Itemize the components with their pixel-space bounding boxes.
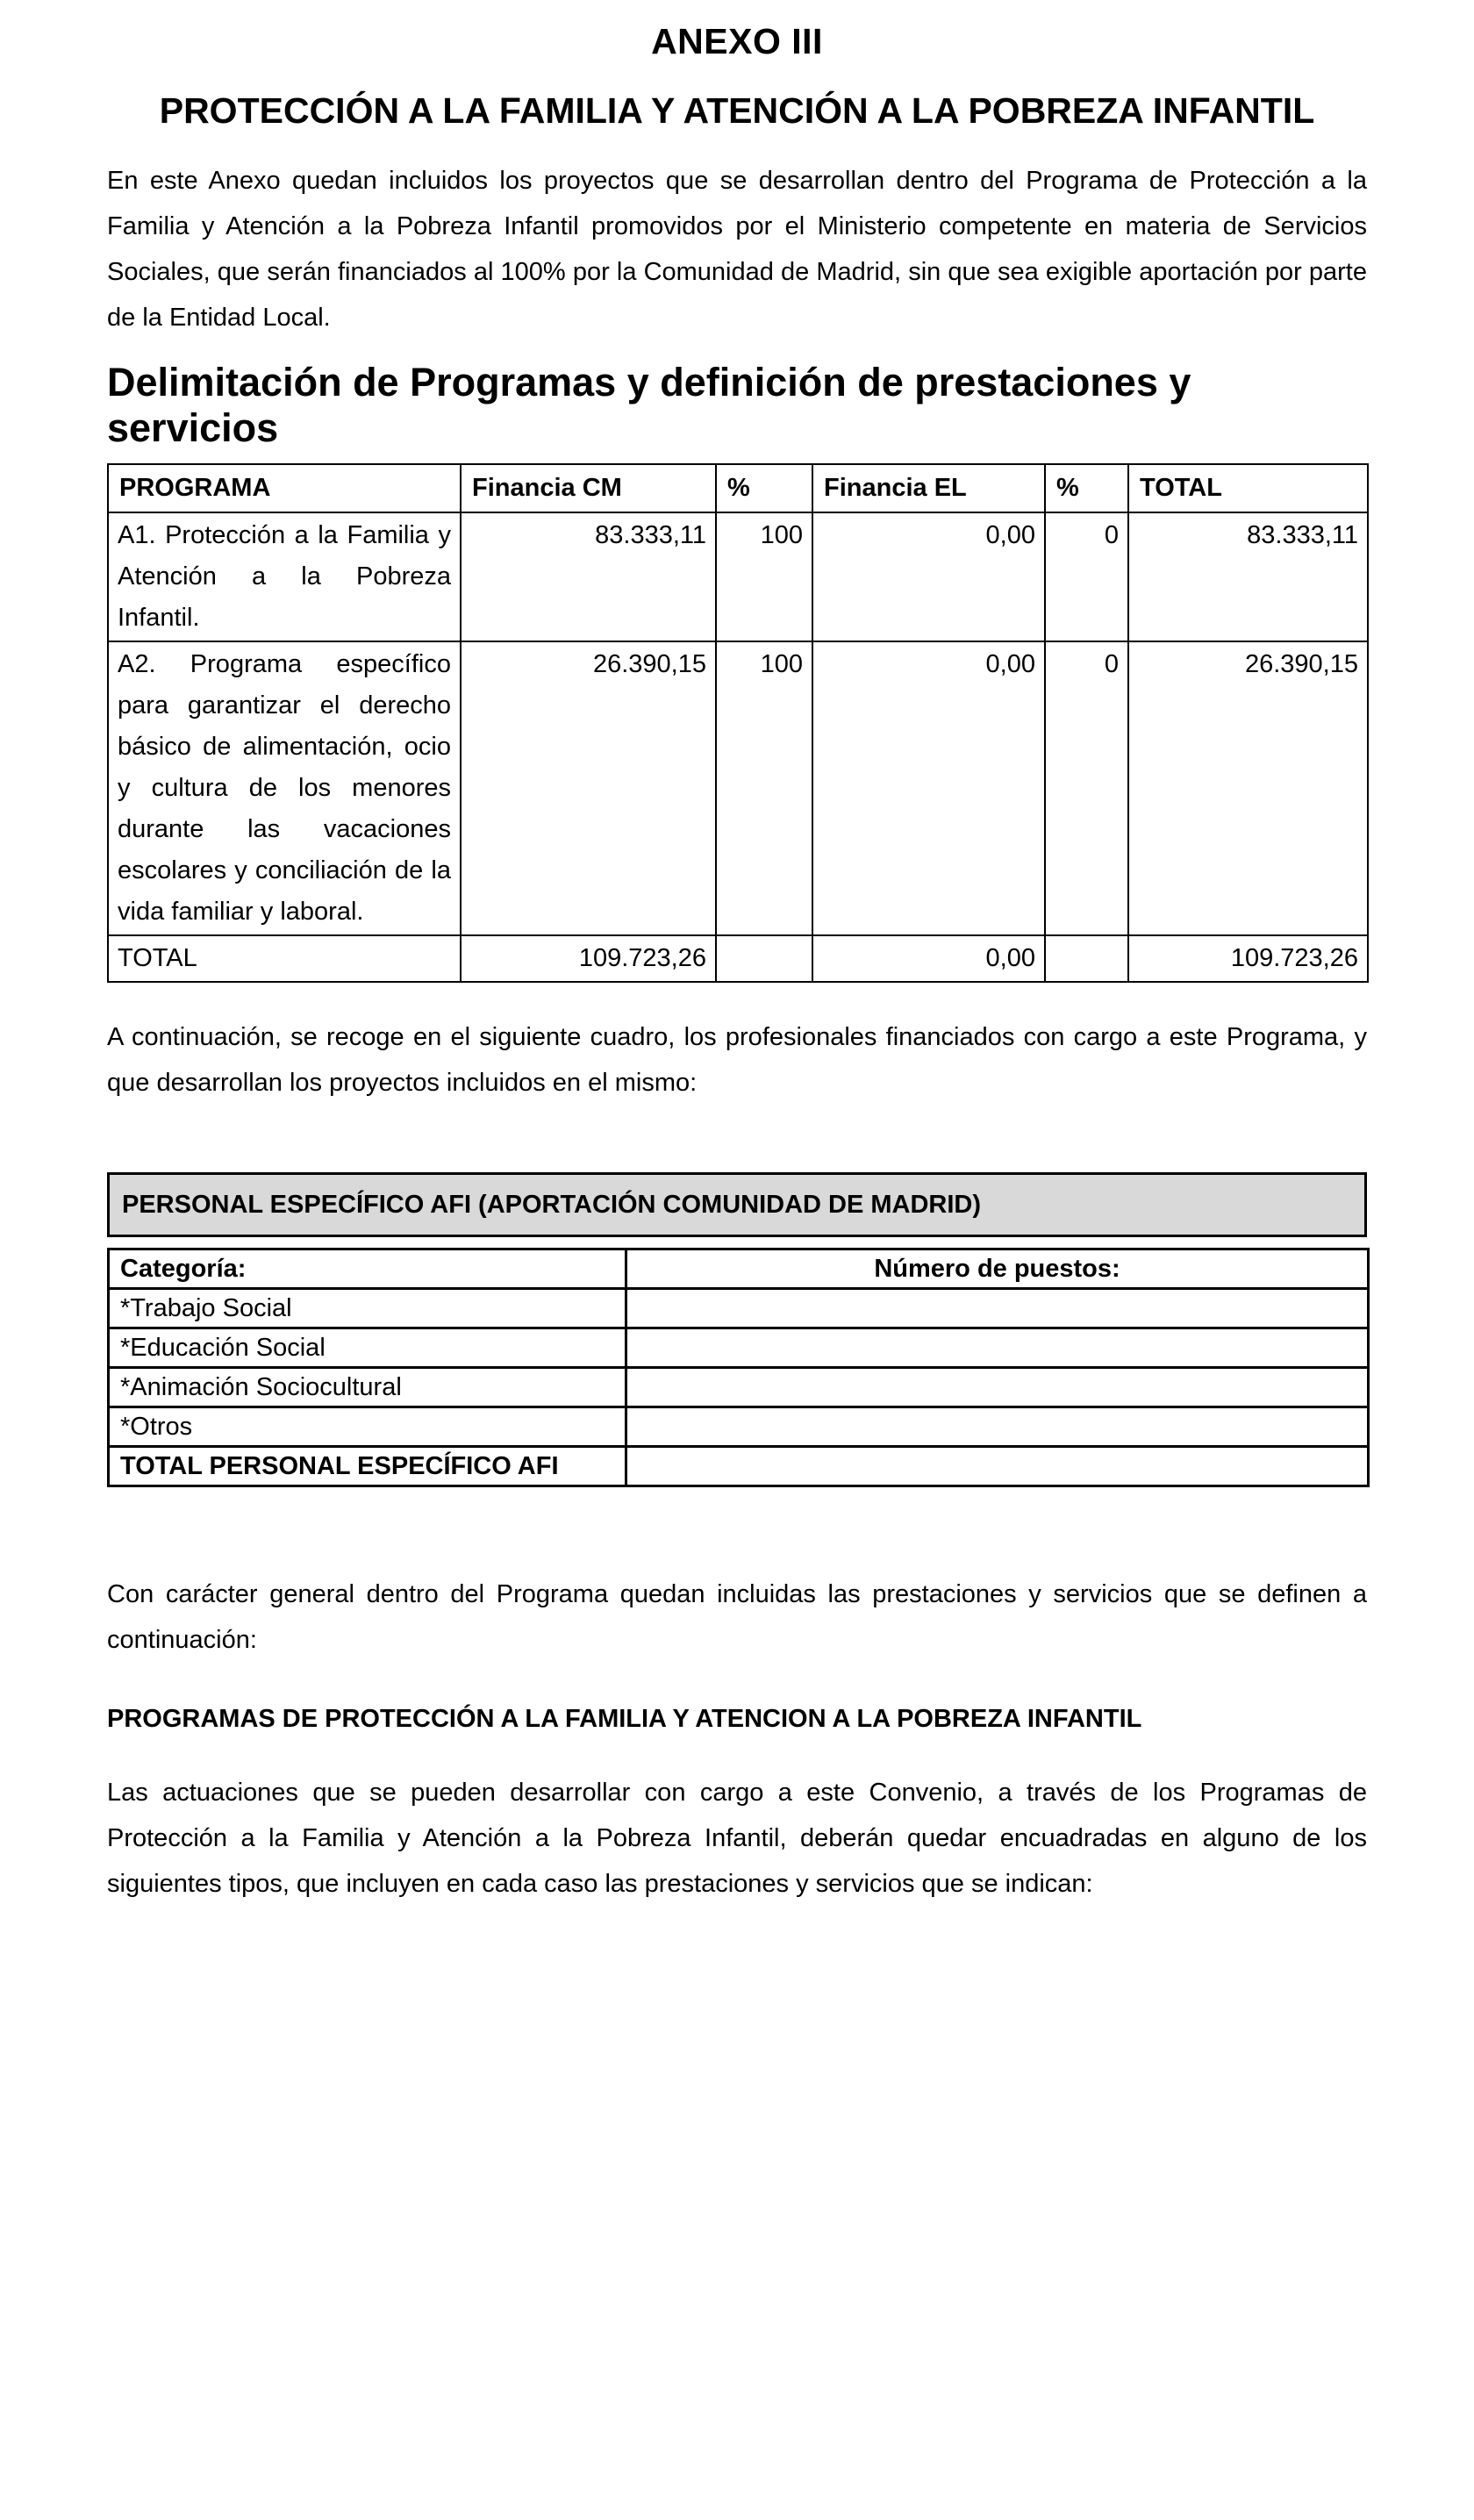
general-paragraph: Con carácter general dentro del Programa quedan incluidas las prestaciones y servicios que se definen a continuación: — [107, 1580, 1367, 1655]
cell-financia-el-a1: 0,00 — [812, 512, 1045, 641]
profesionales-paragraph: A continuación, se recoge en el siguiente cuadro, los profesionales financiados con cargo a este Programa, y que desarrollan los proyectos incluidos en el mismo: — [107, 1022, 1367, 1097]
cell-total-personal-label: TOTAL PERSONAL ESPECÍFICO AFI — [109, 1447, 626, 1486]
cell-pct-el-a2: 0 — [1045, 641, 1128, 935]
cell-total-pct-el — [1045, 935, 1128, 982]
programas-table — [107, 463, 1369, 983]
cell-total-total: 109.723,26 — [1128, 935, 1368, 982]
cell-categoria-otros: *Otros — [109, 1407, 626, 1447]
personal-row-trabajo-social — [109, 1289, 1369, 1328]
cell-puestos-animacion-sociocultural — [626, 1368, 1369, 1407]
personal-row-total — [109, 1447, 1369, 1486]
cell-puestos-educacion-social — [626, 1328, 1369, 1368]
personal-row-otros — [109, 1407, 1369, 1447]
personal-table — [107, 1248, 1370, 1487]
programas-heading: PROGRAMAS DE PROTECCIÓN A LA FAMILIA Y ATENCION A LA POBREZA INFANTIL — [107, 1705, 1142, 1734]
col-header-financia-el: Financia EL — [812, 464, 1045, 512]
personal-row-educacion-social — [109, 1328, 1369, 1368]
cell-programa-a1: A1. Protección a la Familia y Atención a la Pobreza Infantil. — [108, 512, 461, 641]
col-header-total: TOTAL — [1128, 464, 1368, 512]
cell-financia-cm-a1: 83.333,11 — [461, 512, 716, 641]
doc-subtitle: PROTECCIÓN A LA FAMILIA Y ATENCIÓN A LA POBREZA INFANTIL — [159, 90, 1315, 131]
col-header-programa: PROGRAMA — [108, 464, 461, 512]
cell-total-pct-cm — [716, 935, 812, 982]
cell-total-label: TOTAL — [108, 935, 461, 982]
table-row-total — [108, 935, 1368, 982]
cell-pct-cm-a1: 100 — [716, 512, 812, 641]
col-header-num-puestos: Número de puestos: — [626, 1249, 1369, 1289]
cell-categoria-animacion-sociocultural: *Animación Sociocultural — [109, 1368, 626, 1407]
col-header-pct-el: % — [1045, 464, 1128, 512]
cell-puestos-otros — [626, 1407, 1369, 1447]
cell-puestos-trabajo-social — [626, 1289, 1369, 1328]
personal-row-animacion-sociocultural — [109, 1368, 1369, 1407]
actuaciones-paragraph: Las actuaciones que se pueden desarrollar con cargo a este Convenio, a través de los Programas de Protección a la Familia y Atención a la Pobreza Infantil, deberán quedar encuadradas en alguno de los siguientes tipos, que incluyen en cada caso las prestaciones y servicios que se indican: — [107, 1778, 1367, 1898]
col-header-pct-cm: % — [716, 464, 812, 512]
cell-financia-el-a2: 0,00 — [812, 641, 1045, 935]
cell-financia-cm-a2: 26.390,15 — [461, 641, 716, 935]
personal-header-row — [109, 1249, 1369, 1289]
programas-header-row — [108, 464, 1368, 512]
cell-total-a1: 83.333,11 — [1128, 512, 1368, 641]
col-header-financia-cm: Financia CM — [461, 464, 716, 512]
cell-total-financia-el: 0,00 — [812, 935, 1045, 982]
personal-table-title: PERSONAL ESPECÍFICO AFI (APORTACIÓN COMUNIDAD DE MADRID) — [107, 1172, 1367, 1238]
cell-programa-a2: A2. Programa específico para garantizar el derecho básico de alimentación, ocio y cultura de los menores durante las vacaciones escolares y conciliación de la vida familiar y laboral. — [108, 641, 461, 935]
intro-paragraph: En este Anexo quedan incluidos los proyectos que se desarrollan dentro del Programa de Protección a la Familia y Atención a la Pobreza Infantil promovidos por el Ministerio competente en materia de Servicios Sociales, que serán financiados al 100% por la Comunidad de Madrid, sin que sea exigible aportación por parte de la Entidad Local. — [107, 167, 1367, 332]
cell-categoria-trabajo-social: *Trabajo Social — [109, 1289, 626, 1328]
cell-total-a2: 26.390,15 — [1128, 641, 1368, 935]
table-row-a2 — [108, 641, 1368, 935]
table-row-a1 — [108, 512, 1368, 641]
col-header-categoria: Categoría: — [109, 1249, 626, 1289]
cell-total-personal-value — [626, 1447, 1369, 1486]
doc-title: ANEXO III — [651, 21, 823, 61]
cell-categoria-educacion-social: *Educación Social — [109, 1328, 626, 1368]
section-heading: Delimitación de Programas y definición de prestaciones y servicios — [107, 360, 1191, 450]
cell-total-financia-cm: 109.723,26 — [461, 935, 716, 982]
cell-pct-cm-a2: 100 — [716, 641, 812, 935]
cell-pct-el-a1: 0 — [1045, 512, 1128, 641]
